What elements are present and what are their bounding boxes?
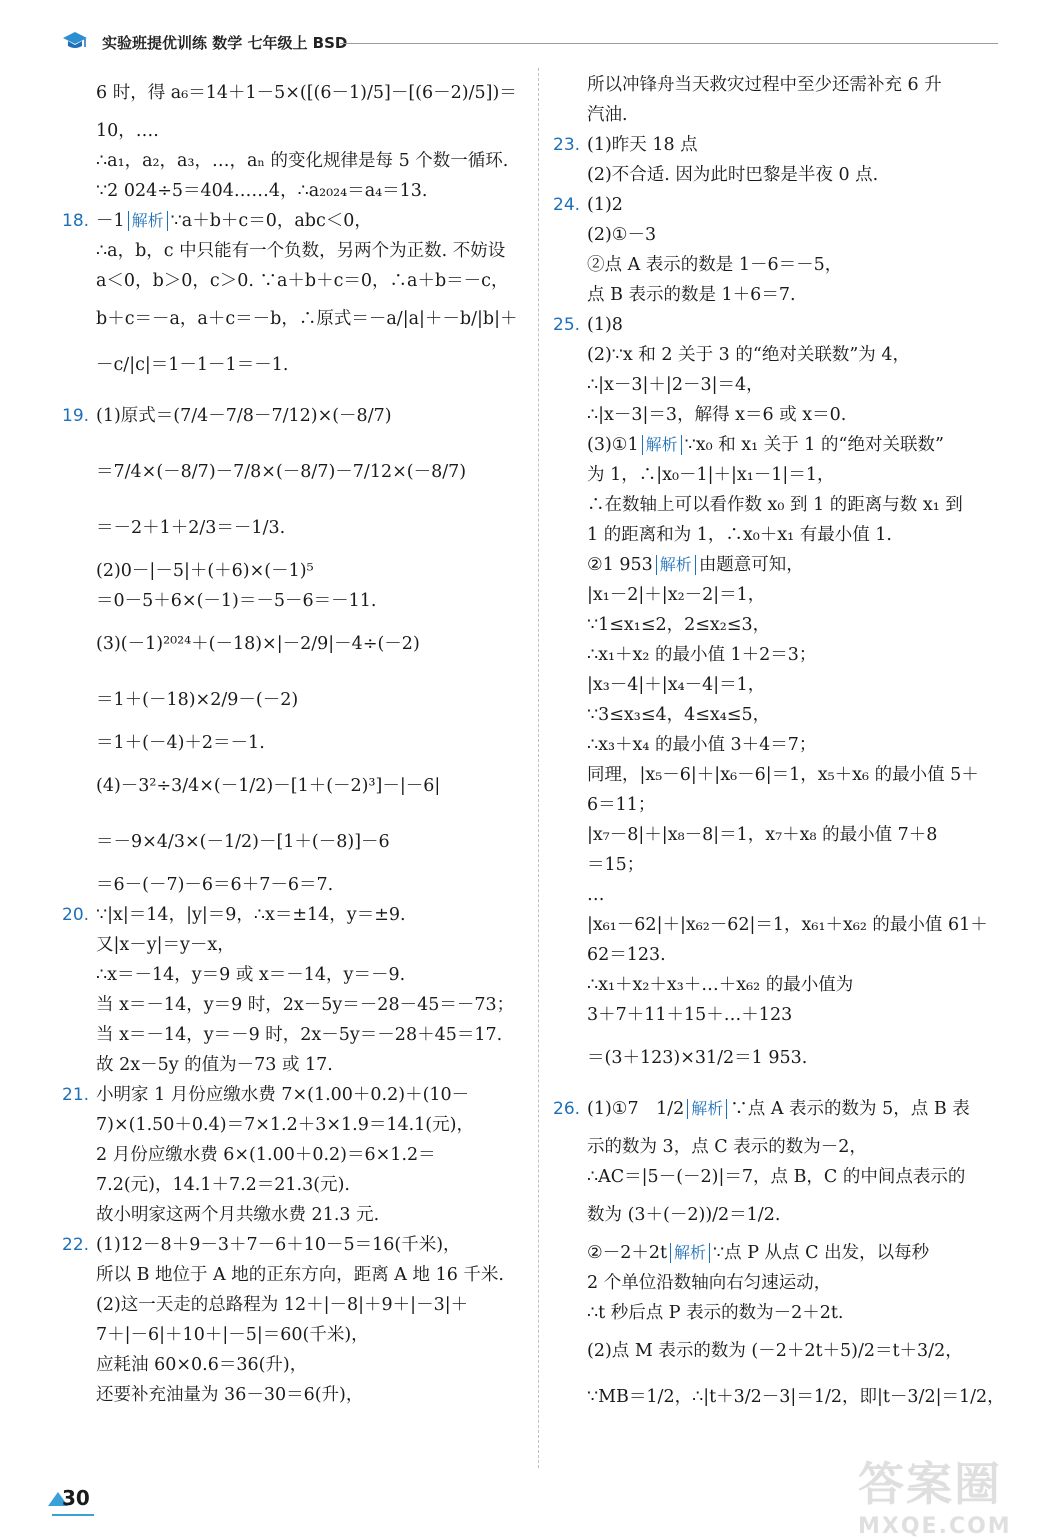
text-line bbox=[553, 160, 1003, 190]
line-text: 故 2x－5y 的值为－73 或 17. bbox=[96, 1055, 333, 1075]
line-text: |x₃－4|＋|x₄－4|＝1， bbox=[587, 675, 766, 695]
text-line bbox=[62, 1020, 524, 1050]
text-line bbox=[62, 1290, 524, 1320]
page-number: 30 bbox=[62, 1486, 90, 1510]
line-text: ∴t 秒后点 P 表示的数为－2＋2t. bbox=[587, 1303, 844, 1323]
text-line bbox=[553, 220, 1003, 250]
column-divider bbox=[538, 68, 539, 1468]
question-number: 25. bbox=[553, 315, 581, 335]
line-text: 7.2(元)，14.1＋7.2＝21.3(元). bbox=[96, 1175, 350, 1195]
text-line bbox=[62, 1380, 524, 1410]
text-line bbox=[62, 236, 524, 266]
text-line bbox=[62, 206, 524, 236]
line-text: ∴|x－3|＝3，解得 x＝6 或 x＝0. bbox=[587, 405, 847, 425]
line-text: (1)①7 1/2 bbox=[587, 1099, 685, 1119]
line-text: (2)不合适. 因为此时巴黎是半夜 0 点. bbox=[587, 165, 879, 185]
text-line bbox=[553, 940, 1003, 970]
line-text: 数为 (3＋(－2))/2＝1/2. bbox=[587, 1205, 781, 1225]
line-text: 小明家 1 月份应缴水费 7×(1.00＋0.2)＋(10－ bbox=[96, 1085, 470, 1105]
line-text-rest: ∵点 P 从点 C 出发，以每秒 bbox=[713, 1243, 930, 1263]
text-line bbox=[553, 1000, 1003, 1030]
question-number: 23. bbox=[553, 135, 581, 155]
text-line bbox=[553, 1298, 1003, 1328]
header-rule bbox=[340, 43, 998, 44]
line-text: 1 的距离和为 1，∴x₀＋x₁ 有最小值 1. bbox=[587, 525, 892, 545]
header-title: 实验班提优训练 数学 七年级上 BSD bbox=[102, 34, 348, 52]
line-text: ＝15； bbox=[587, 855, 645, 875]
text-line bbox=[553, 340, 1003, 370]
line-text: ∴|x－3|＋|2－3|＝4， bbox=[587, 375, 764, 395]
question-number: 21. bbox=[62, 1085, 90, 1105]
graduation-cap-icon bbox=[62, 30, 88, 52]
question-number: 20. bbox=[62, 905, 90, 925]
line-text: 当 x＝－14，y＝9 时，2x－5y＝－28－45＝－73； bbox=[96, 995, 515, 1015]
text-line bbox=[62, 616, 524, 672]
line-text: ∵3≤x₃≤4，4≤x₄≤5， bbox=[587, 705, 771, 725]
line-text: ∵2 024÷5＝404……4，∴a₂₀₂₄＝a₄＝13. bbox=[96, 181, 428, 201]
text-line bbox=[553, 520, 1003, 550]
text-line bbox=[62, 1320, 524, 1350]
line-text: ②－2＋2t bbox=[587, 1243, 667, 1263]
line-text: ②点 A 表示的数是 1－6＝－5， bbox=[587, 255, 843, 275]
line-text: ＝7/4×(－8/7)－7/8×(－8/7)－7/12×(－8/7) bbox=[96, 462, 467, 482]
line-text: (3)(－1)²⁰²⁴＋(－18)×|－2/9|－4÷(－2) bbox=[96, 634, 420, 654]
text-line bbox=[62, 758, 524, 814]
line-text: 当 x＝－14，y＝－9 时，2x－5y＝－28＋45＝17. bbox=[96, 1025, 503, 1045]
text-line bbox=[553, 550, 1003, 580]
text-line bbox=[62, 900, 524, 930]
line-text: 2 个单位沿数轴向右匀速运动， bbox=[587, 1273, 832, 1293]
line-text-rest: ∵a＋b＋c＝0，abc＜0， bbox=[170, 211, 372, 231]
line-text: 6 时，得 a₆＝14＋1－5×([(6－1)/5]－[(6－2)/5])＝ bbox=[96, 83, 517, 103]
line-text: 示的数为 3，点 C 表示的数为－2， bbox=[587, 1137, 867, 1157]
page-number-underline bbox=[52, 1514, 94, 1516]
line-text: ∴x＝－14，y＝9 或 x＝－14，y＝－9. bbox=[96, 965, 406, 985]
line-text: (1)2 bbox=[587, 195, 623, 215]
line-text: 所以 B 地位于 A 地的正东方向，距离 A 地 16 千米. bbox=[96, 1265, 504, 1285]
text-line bbox=[62, 556, 524, 586]
line-text: ∴x₁＋x₂＋x₃＋…＋x₆₂ 的最小值为 bbox=[587, 975, 854, 995]
line-text: b＋c＝－a，a＋c＝－b，∴原式＝－a/|a|＋－b/|b|＋ bbox=[96, 309, 518, 329]
line-text: ∴a，b，c 中只能有一个负数，另两个为正数. 不妨设 bbox=[96, 241, 506, 261]
line-text: ＝0－5＋6×(－1)＝－5－6＝－11. bbox=[96, 591, 377, 611]
text-line bbox=[553, 430, 1003, 460]
text-line bbox=[62, 176, 524, 206]
text-line bbox=[62, 1200, 524, 1230]
line-text: ＝1＋(－18)×2/9－(－2) bbox=[96, 690, 299, 710]
line-text: ＝(3＋123)×31/2＝1 953. bbox=[587, 1048, 808, 1068]
line-text: 点 B 表示的数是 1＋6＝7. bbox=[587, 285, 796, 305]
text-line bbox=[62, 116, 524, 146]
watermark-line1: 答案圈 bbox=[858, 1457, 1002, 1511]
text-line bbox=[62, 1140, 524, 1170]
watermark bbox=[858, 1448, 1038, 1539]
text-line bbox=[553, 1030, 1003, 1086]
analysis-tag: 解析 bbox=[656, 555, 696, 575]
question-number: 19. bbox=[62, 406, 90, 426]
text-line bbox=[553, 490, 1003, 520]
text-line bbox=[62, 500, 524, 556]
line-text: ＝6－(－7)－6＝6＋7－6＝7. bbox=[96, 875, 334, 895]
text-line bbox=[553, 1086, 1003, 1132]
page-number-badge bbox=[48, 1486, 94, 1518]
line-text: (2)点 M 表示的数为 (－2＋2t＋5)/2＝t＋3/2， bbox=[587, 1341, 963, 1361]
text-line bbox=[62, 146, 524, 176]
line-text-rest: ∵点 A 表示的数为 5，点 B 表 bbox=[730, 1099, 970, 1119]
line-text: ∴在数轴上可以看作数 x₀ 到 1 的距离与数 x₁ 到 bbox=[587, 495, 963, 515]
page-header bbox=[62, 28, 998, 56]
question-number: 22. bbox=[62, 1235, 90, 1255]
text-line bbox=[553, 880, 1003, 910]
text-line bbox=[553, 1238, 1003, 1268]
text-line bbox=[553, 610, 1003, 640]
line-text: |x₇－8|＋|x₈－8|＝1，x₇＋x₈ 的最小值 7＋8 bbox=[587, 825, 938, 845]
right-column bbox=[553, 70, 1003, 1420]
text-line bbox=[553, 760, 1003, 790]
line-text: |x₆₁－62|＋|x₆₂－62|＝1，x₆₁＋x₆₂ 的最小值 61＋ bbox=[587, 915, 988, 935]
line-text: (2)0－|－5|＋(＋6)×(－1)⁵ bbox=[96, 561, 314, 581]
text-line bbox=[62, 444, 524, 500]
line-text: ＝1＋(－4)＋2＝－1. bbox=[96, 733, 265, 753]
line-text: ∵1≤x₁≤2，2≤x₂≤3， bbox=[587, 615, 771, 635]
line-text: |x₁－2|＋|x₂－2|＝1， bbox=[587, 585, 766, 605]
line-text: ∵|x|＝14，|y|＝9，∴x＝±14，y＝±9. bbox=[96, 905, 406, 925]
text-line bbox=[553, 100, 1003, 130]
text-line bbox=[553, 1268, 1003, 1298]
text-line bbox=[553, 460, 1003, 490]
line-text: ∵MB＝1/2，∴|t＋3/2－3|＝1/2，即|t－3/2|＝1/2， bbox=[587, 1387, 1005, 1407]
text-line bbox=[553, 310, 1003, 340]
line-text-rest: ∵x₀ 和 x₁ 关于 1 的“绝对关联数” bbox=[684, 435, 944, 455]
line-text: (4)－3²÷3/4×(－1/2)－[1＋(－2)³]－|－6| bbox=[96, 776, 441, 796]
line-text: 故小明家这两个月共缴水费 21.3 元. bbox=[96, 1205, 380, 1225]
line-text: (2)这一天走的总路程为 12＋|－8|＋9＋|－3|＋ bbox=[96, 1295, 469, 1315]
line-text: 还要补充油量为 36－30＝6(升)， bbox=[96, 1385, 364, 1405]
text-line bbox=[553, 370, 1003, 400]
line-text: 3＋7＋11＋15＋…＋123 bbox=[587, 1005, 793, 1025]
line-text: 2 月份应缴水费 6×(1.00＋0.2)＝6×1.2＝ bbox=[96, 1145, 436, 1165]
text-line bbox=[62, 672, 524, 728]
line-text: 7)×(1.50＋0.4)＝7×1.2＋3×1.9＝14.1(元)， bbox=[96, 1115, 474, 1135]
text-line bbox=[62, 586, 524, 616]
text-line bbox=[62, 930, 524, 960]
text-line bbox=[553, 580, 1003, 610]
line-text: 10，…. bbox=[96, 121, 159, 141]
text-line bbox=[553, 640, 1003, 670]
text-line bbox=[553, 970, 1003, 1000]
text-line bbox=[62, 1110, 524, 1140]
text-line bbox=[62, 960, 524, 990]
question-number: 26. bbox=[553, 1099, 581, 1119]
text-line bbox=[62, 266, 524, 296]
text-line bbox=[553, 670, 1003, 700]
line-text: 6＝11； bbox=[587, 795, 656, 815]
text-line bbox=[553, 1132, 1003, 1162]
text-line bbox=[553, 130, 1003, 160]
line-text: (2)∵x 和 2 关于 3 的“绝对关联数”为 4， bbox=[587, 345, 910, 365]
text-line bbox=[553, 910, 1003, 940]
line-text: －1 bbox=[96, 211, 125, 231]
line-text: (1)昨天 18 点 bbox=[587, 135, 698, 155]
text-line bbox=[62, 1050, 524, 1080]
line-text: ∴x₃＋x₄ 的最小值 3＋4＝7； bbox=[587, 735, 817, 755]
text-line bbox=[553, 1162, 1003, 1192]
text-line bbox=[553, 700, 1003, 730]
text-line bbox=[62, 814, 524, 870]
line-text: ∴x₁＋x₂ 的最小值 1＋2＝3； bbox=[587, 645, 817, 665]
text-line bbox=[62, 342, 524, 388]
text-line bbox=[553, 70, 1003, 100]
text-line bbox=[62, 1350, 524, 1380]
line-text: 所以冲锋舟当天救灾过程中至少还需补充 6 升 bbox=[587, 75, 942, 95]
text-line bbox=[62, 728, 524, 758]
text-line bbox=[553, 1374, 1003, 1420]
line-text: 应耗油 60×0.6＝36(升)， bbox=[96, 1355, 308, 1375]
text-line bbox=[553, 730, 1003, 760]
text-line bbox=[553, 280, 1003, 310]
text-line bbox=[62, 1080, 524, 1110]
question-number: 24. bbox=[553, 195, 581, 215]
question-number: 18. bbox=[62, 211, 90, 231]
text-line bbox=[62, 296, 524, 342]
line-text: (2)①－3 bbox=[587, 225, 657, 245]
line-text: 汽油. bbox=[587, 105, 628, 125]
left-column bbox=[62, 70, 524, 1410]
text-line bbox=[62, 870, 524, 900]
text-line bbox=[553, 400, 1003, 430]
text-line bbox=[553, 820, 1003, 850]
analysis-tag: 解析 bbox=[642, 435, 682, 455]
line-text: ＝－2＋1＋2/3＝－1/3. bbox=[96, 518, 286, 538]
text-line bbox=[553, 1192, 1003, 1238]
analysis-tag: 解析 bbox=[670, 1243, 710, 1263]
line-text: －c/|c|＝1－1－1＝－1. bbox=[96, 355, 289, 375]
text-line bbox=[62, 990, 524, 1020]
line-text: (3)①1 bbox=[587, 435, 639, 455]
line-text: (1)8 bbox=[587, 315, 623, 335]
line-text: 为 1，∴|x₀－1|＋|x₁－1|＝1， bbox=[587, 465, 835, 485]
text-line bbox=[553, 850, 1003, 880]
line-text: (1)原式＝(7/4－7/8－7/12)×(－8/7) bbox=[96, 406, 392, 426]
text-line bbox=[553, 790, 1003, 820]
text-line bbox=[62, 1230, 524, 1260]
analysis-tag: 解析 bbox=[128, 211, 168, 231]
analysis-tag: 解析 bbox=[687, 1099, 727, 1119]
line-text: 同理，|x₅－6|＋|x₆－6|＝1，x₅＋x₆ 的最小值 5＋ bbox=[587, 765, 979, 785]
line-text: 62＝123. bbox=[587, 945, 666, 965]
text-line bbox=[62, 70, 524, 116]
line-text: ∴a₁，a₂，a₃，…，aₙ 的变化规律是每 5 个数一循环. bbox=[96, 151, 509, 171]
text-line bbox=[62, 388, 524, 444]
line-text-rest: 由题意可知， bbox=[698, 555, 804, 575]
line-text: (1)12－8＋9－3＋7－6＋10－5＝16(千米)， bbox=[96, 1235, 461, 1255]
text-line bbox=[62, 1260, 524, 1290]
line-text: … bbox=[587, 885, 605, 905]
line-text: ＝－9×4/3×(－1/2)－[1＋(－8)]－6 bbox=[96, 832, 390, 852]
text-line bbox=[553, 190, 1003, 220]
line-text: ∴AC＝|5－(－2)|＝7，点 B，C 的中间点表示的 bbox=[587, 1167, 966, 1187]
line-text: a＜0，b＞0，c＞0. ∵a＋b＋c＝0，∴a＋b＝－c， bbox=[96, 271, 509, 291]
line-text: ②1 953 bbox=[587, 555, 653, 575]
text-line bbox=[62, 1170, 524, 1200]
text-line bbox=[553, 250, 1003, 280]
text-line bbox=[553, 1328, 1003, 1374]
line-text: 7＋|－6|＋10＋|－5|＝60(千米)， bbox=[96, 1325, 369, 1345]
watermark-line2: MXQE.COM bbox=[858, 1514, 1012, 1539]
line-text: 又|x－y|＝y－x， bbox=[96, 935, 235, 955]
